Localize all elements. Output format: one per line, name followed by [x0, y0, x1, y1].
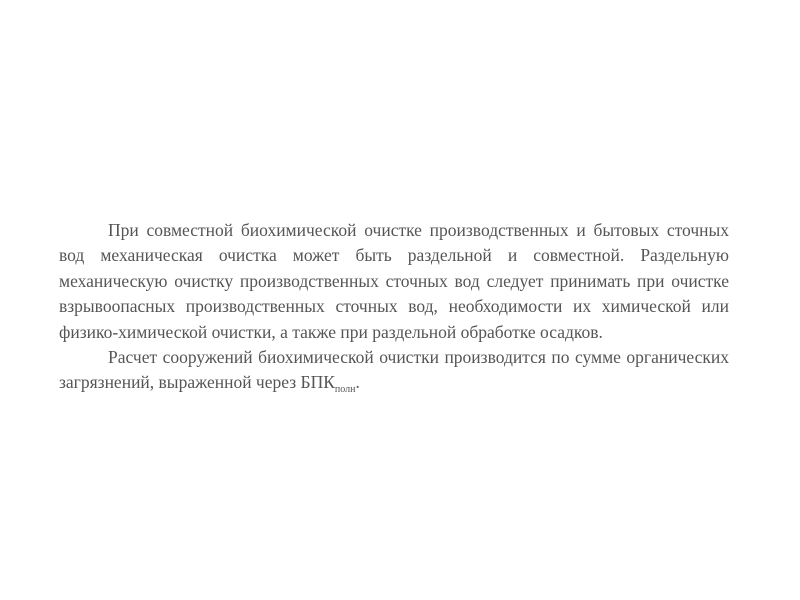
paragraph-2-text: Расчет сооружений биохимической очистки производится по сумме органических загрязнений, выраженной через БПК [59, 347, 729, 393]
body-text [59, 218, 729, 396]
paragraph-2-end: . [355, 372, 360, 393]
paragraph-1-text: При совместной биохимической очистке производственных и бытовых сточных вод механическая очистка может быть раздельной и совместной. Раздельную механическую очистку производственных сточных вод следует принимать при очистке взрывоопасных производственных сточных вод, необходимости их химической или физико-химической очистки, а также при раздельной обработке осадков. [59, 220, 729, 342]
paragraph-2 [59, 345, 729, 396]
paragraph-1 [59, 218, 729, 345]
bpk-subscript: полн [334, 384, 356, 396]
